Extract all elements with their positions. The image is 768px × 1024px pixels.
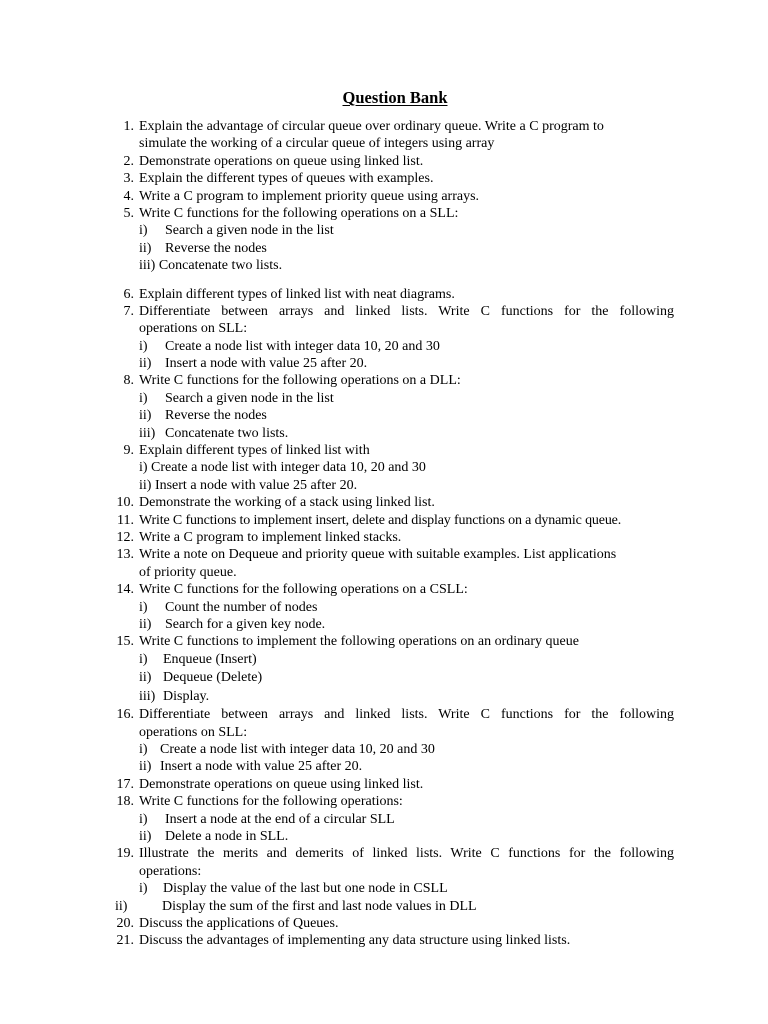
question-12: [0, 529, 768, 546]
question-number: 3.: [123, 171, 134, 187]
sub-item-number: i): [139, 651, 148, 667]
question-text: Write a C program to implement priority queue using arrays.: [139, 188, 480, 204]
question-text: Explain different types of linked list with neat diagrams.: [139, 286, 455, 302]
question-6: [0, 286, 768, 303]
sub-item-number: i): [139, 881, 148, 897]
question-number: 9.: [123, 443, 134, 459]
question-number: 21.: [116, 933, 134, 949]
question-14: [0, 581, 768, 598]
sub-item-text: Create a node list with integer data 10, 20 and 30: [160, 742, 435, 757]
question-2: [0, 153, 768, 170]
question-15: [0, 633, 768, 650]
question-number: 2.: [123, 153, 134, 169]
sub-item-number: ii): [139, 240, 152, 256]
sub-item-text: iii) Concatenate two lists.: [139, 258, 283, 274]
question-number: 8.: [123, 373, 134, 389]
sub-item-number: iii): [139, 688, 156, 704]
question-text: Explain the advantage of circular queue over ordinary queue. Write a C program to: [139, 119, 604, 134]
question-text: Differentiate between arrays and linked lists. Write C functions for the following: [139, 303, 674, 319]
question-text: Illustrate the merits and demerits of linked lists. Write C functions for the following: [139, 846, 674, 862]
question-text: Write a C program to implement linked stacks.: [139, 529, 402, 545]
question-number: 1.: [123, 119, 134, 134]
question-number: 19.: [116, 846, 134, 862]
sub-item-number: i): [139, 742, 148, 757]
sub-item: [0, 599, 768, 616]
sub-item-text: Dequeue (Delete): [163, 670, 263, 686]
question-text: operations on SLL:: [139, 321, 248, 337]
question-text: Write a note on Dequeue and priority queue with suitable examples. List applications: [139, 547, 617, 563]
question-text: Write C functions for the following operations on a DLL:: [139, 373, 461, 389]
sub-item: [0, 898, 768, 915]
question-17: [0, 776, 768, 793]
question-text: Explain the different types of queues with examples.: [139, 171, 434, 187]
question-text: ii) Insert a node with value 25 after 20.: [139, 477, 358, 493]
sub-item: [0, 338, 768, 355]
question-8: [0, 372, 768, 389]
sub-item: [0, 616, 768, 633]
question-text: of priority queue.: [139, 564, 237, 580]
question-number: 6.: [123, 286, 134, 302]
sub-item-text: Create a node list with integer data 10, 20 and 30: [165, 338, 440, 354]
sub-item-number: ii): [139, 670, 152, 686]
sub-item-text: Insert a node with value 25 after 20.: [160, 759, 363, 775]
question-number: 12.: [116, 529, 134, 545]
question-text: Demonstrate the working of a stack using linked list.: [139, 495, 435, 511]
question-10: [0, 494, 768, 511]
sub-item-text: Count the number of nodes: [165, 599, 318, 615]
question-16: [0, 706, 768, 723]
sub-item-number: i): [139, 811, 148, 827]
question-text: simulate the working of a circular queue of integers using array: [139, 136, 495, 152]
sub-item: [0, 758, 768, 775]
sub-item-number: ii): [139, 759, 152, 775]
question-text: Demonstrate operations on queue using linked list.: [139, 776, 424, 792]
question-number: 5.: [123, 205, 134, 221]
question-7: [0, 303, 768, 320]
sub-item: [0, 257, 768, 274]
sub-item: [0, 407, 768, 424]
sub-item-text: Search a given node in the list: [165, 390, 334, 406]
sub-item-text: Enqueue (Insert): [163, 651, 257, 667]
question-number: 17.: [116, 776, 134, 792]
question-number: 13.: [116, 547, 134, 563]
sub-item-text: Concatenate two lists.: [165, 425, 289, 441]
sub-item-text: Search for a given key node.: [165, 616, 326, 632]
question-number: 4.: [123, 188, 134, 204]
sub-item: [0, 425, 768, 442]
sub-item: [0, 355, 768, 372]
question-text: Differentiate between arrays and linked lists. Write C functions for the following: [139, 707, 674, 723]
sub-item: [0, 828, 768, 845]
sub-item-number: ii): [139, 356, 152, 372]
question-11: [0, 512, 768, 529]
question-5: [0, 205, 768, 222]
question-text: Write C functions to implement insert, delete and display functions on a dynamic queue.: [139, 512, 622, 528]
question-number: 15.: [116, 634, 134, 650]
question-text: Discuss the applications of Queues.: [139, 915, 339, 931]
sub-item-number: ii): [115, 898, 128, 914]
question-number: 16.: [116, 707, 134, 723]
question-number: 14.: [116, 582, 134, 598]
sub-item-number: ii): [139, 408, 152, 424]
question-text: operations:: [139, 863, 202, 879]
question-text: operations on SLL:: [139, 724, 248, 740]
sub-item: [0, 669, 768, 688]
page-title: Question Bank: [342, 88, 448, 107]
question-number: 20.: [116, 915, 134, 931]
sub-item-text: Display.: [163, 688, 210, 704]
sub-item-number: iii): [139, 425, 156, 441]
question-4: [0, 188, 768, 205]
sub-item: [0, 240, 768, 257]
question-text: i) Create a node list with integer data 10, 20 and 30: [139, 460, 426, 476]
question-1: [0, 118, 768, 135]
question-19: [0, 845, 768, 862]
sub-item-text: Display the sum of the first and last node values in DLL: [162, 898, 477, 914]
question-number: 18.: [116, 794, 134, 810]
question-number: 10.: [116, 495, 134, 511]
sub-item-number: i): [139, 390, 148, 406]
sub-item-text: Display the value of the last but one node in CSLL: [163, 881, 448, 897]
question-13: [0, 546, 768, 563]
sub-item-text: Insert a node with value 25 after 20.: [165, 356, 368, 372]
sub-item: [0, 222, 768, 239]
sub-item: [0, 390, 768, 407]
question-20: [0, 915, 768, 932]
question-text: Write C functions for the following operations:: [139, 794, 403, 810]
question-9: [0, 442, 768, 459]
question-21: [0, 932, 768, 949]
question-text: Write C functions for the following operations on a SLL:: [139, 205, 459, 221]
question-3: [0, 170, 768, 187]
question-text: Demonstrate operations on queue using linked list.: [139, 153, 424, 169]
sub-item-text: Reverse the nodes: [165, 408, 267, 424]
sub-item-number: i): [139, 599, 148, 615]
sub-item-text: Insert a node at the end of a circular SLL: [165, 811, 395, 827]
question-text: Write C functions for the following operations on a CSLL:: [139, 582, 468, 598]
question-number: 11.: [117, 512, 134, 528]
question-18: [0, 793, 768, 810]
sub-item-number: i): [139, 223, 148, 239]
sub-item: [0, 688, 768, 707]
sub-item-number: ii): [139, 616, 152, 632]
sub-item: [0, 811, 768, 828]
question-text: Discuss the advantages of implementing any data structure using linked lists.: [139, 933, 571, 949]
question-text: Write C functions to implement the following operations on an ordinary queue: [139, 634, 579, 650]
sub-item: [0, 741, 768, 758]
sub-item: [0, 651, 768, 670]
sub-item-text: Delete a node in SLL.: [165, 828, 289, 844]
question-number: 7.: [123, 303, 134, 319]
question-list: [0, 118, 768, 950]
question-text: Explain different types of linked list with: [139, 443, 370, 459]
sub-item-number: ii): [139, 828, 152, 844]
sub-item-text: Reverse the nodes: [165, 240, 267, 256]
sub-item-text: Search a given node in the list: [165, 223, 334, 239]
sub-item-number: i): [139, 338, 148, 354]
sub-item: [0, 880, 768, 897]
